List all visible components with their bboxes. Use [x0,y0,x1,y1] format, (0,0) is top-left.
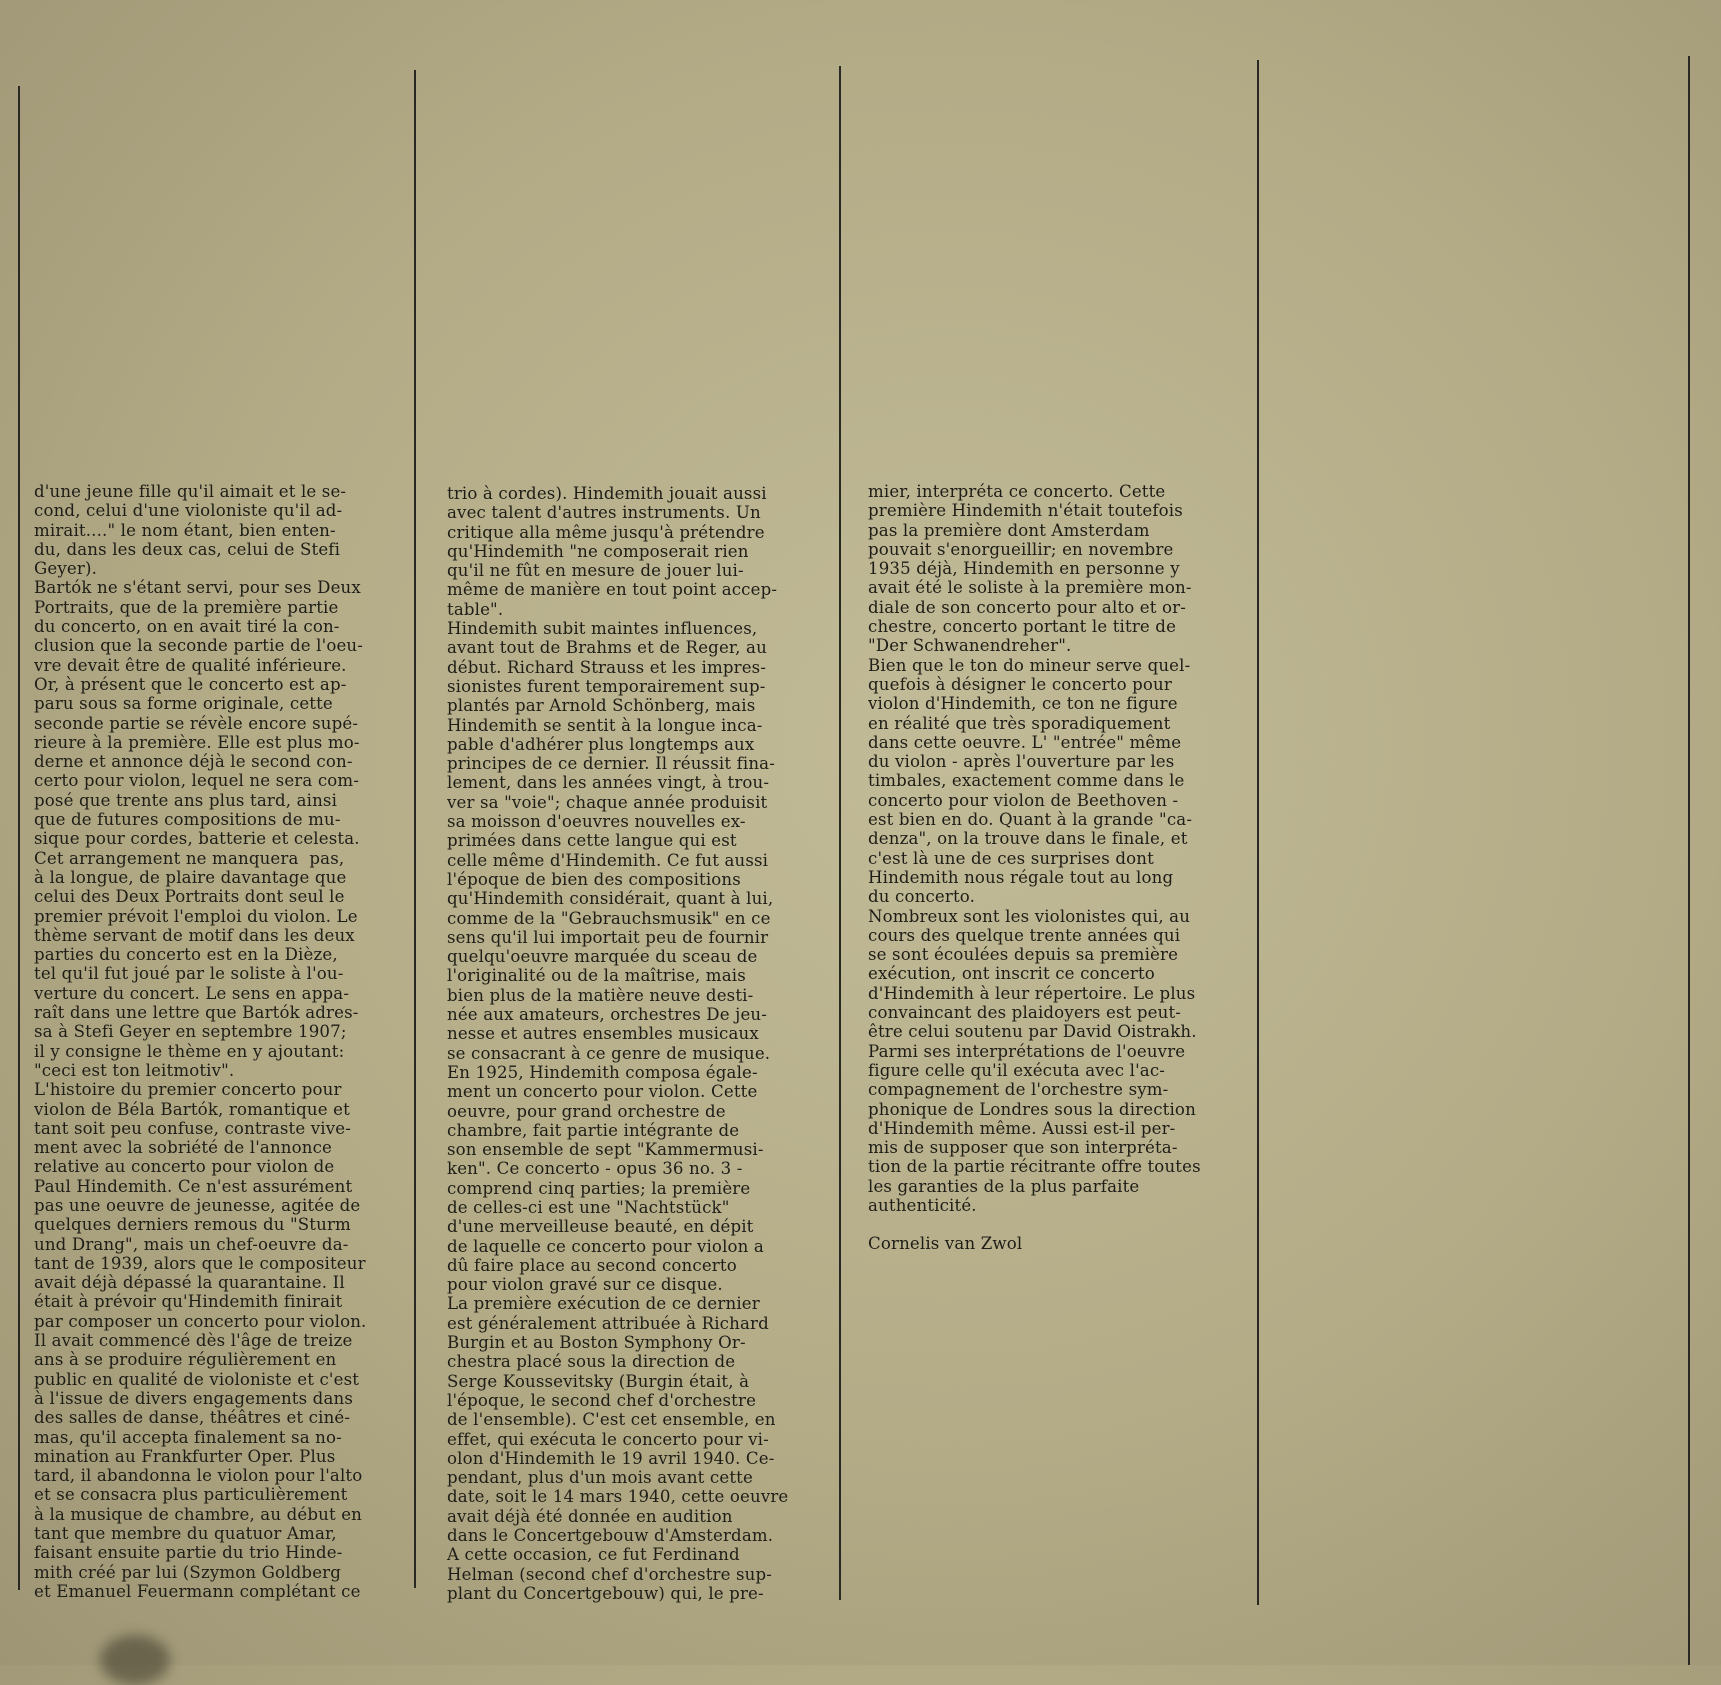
text-line: de laquelle ce concerto pour violon a [447,1236,764,1256]
text-column-2 [447,484,807,1603]
text-column-1 [34,482,394,1601]
text-line: du, dans les deux cas, celui de Stefi [34,539,341,559]
text-line: quelqu'oeuvre marquée du sceau de [447,947,758,967]
text-line: Or, à présent que le concerto est ap- [34,674,347,694]
column-rule-5 [1688,56,1690,1665]
text-line: Portraits, que de la première partie [34,597,339,617]
text-line: sens qu'il lui importait peu de fournir [447,927,769,947]
text-line: et Emanuel Feuermann complétant ce [34,1581,361,1601]
text-line: Hindemith nous régale tout au long [868,867,1174,887]
text-line: ment un concerto pour violon. Cette [447,1082,758,1102]
text-line: début. Richard Strauss et les impres- [447,657,767,677]
text-line: il y consigne le thème en y ajoutant: [34,1041,345,1061]
text-line: relative au concerto pour violon de [34,1157,335,1177]
text-line: qu'il ne fût en mesure de jouer lui- [447,561,744,581]
text-line: table". [447,599,504,619]
text-line: L'histoire du premier concerto pour [34,1080,342,1100]
text-line: mirait...." le nom étant, bien enten- [34,520,336,540]
text-line: public en qualité de violoniste et c'est [34,1369,360,1389]
text-line: Cet arrangement ne manquera pas, [34,848,345,868]
text-line: pendant, plus d'un mois avant cette [447,1468,753,1488]
text-line: quefois à désigner le concerto pour [868,674,1172,694]
text-line: mier, interpréta ce concerto. Cette [868,482,1166,501]
text-line: sa à Stefi Geyer en septembre 1907; [34,1022,347,1042]
text-line: tel qu'il fut joué par le soliste à l'ou- [34,964,344,984]
text-line: se consacrant à ce genre de musique. [447,1043,771,1063]
text-line: plant du Concertgebouw) qui, le pre- [447,1583,764,1603]
text-line: celui des Deux Portraits dont seul le [34,887,345,907]
text-line: "Der Schwanendreher". [868,636,1072,656]
text-line: Hindemith subit maintes influences, [447,619,758,639]
text-line: pouvait s'enorgueillir; en novembre [868,539,1174,559]
text-line: même de manière en tout point accep- [447,580,778,600]
text-line: mis de supposer que son interpréta- [868,1138,1178,1158]
text-line: clusion que la seconde partie de l'oeu- [34,636,364,656]
text-line: effet, qui exécuta le concerto pour vi- [447,1429,769,1449]
text-line: avant tout de Brahms et de Reger, au [447,638,767,658]
text-line: Serge Koussevitsky (Burgin était, à [447,1371,750,1391]
text-line: est généralement attribuée à Richard [447,1313,769,1333]
text-line: chambre, fait partie intégrante de [447,1120,740,1140]
text-line: qu'Hindemith considérait, quant à lui, [447,889,774,909]
column-rule-2 [414,70,416,1588]
text-line: chestre, concerto portant le titre de [868,617,1177,637]
text-line: timbales, exactement comme dans le [868,771,1185,791]
text-line: A cette occasion, ce fut Ferdinand [447,1545,740,1565]
text-line: mith créé par lui (Szymon Goldberg [34,1562,342,1582]
shadow-blot [100,1635,170,1685]
text-line: violon d'Hindemith, ce ton ne figure [868,694,1178,714]
text-line: celle même d'Hindemith. Ce fut aussi [447,850,769,870]
text-line: d'une jeune fille qu'il aimait et le se- [34,482,347,501]
text-line: certo pour violon, lequel ne sera com- [34,771,360,791]
text-line: "ceci est ton leitmotiv". [34,1060,235,1080]
text-line: l'originalité ou de la maîtrise, mais [447,966,746,986]
text-line: En 1925, Hindemith composa égale- [447,1062,758,1082]
text-line: d'Hindemith même. Aussi est-il per- [868,1118,1176,1138]
text-line: Il avait commencé dès l'âge de treize [34,1331,353,1351]
text-line: ken". Ce concerto - opus 36 no. 3 - [447,1159,743,1179]
text-line: pable d'adhérer plus longtemps aux [447,734,755,754]
text-line: Geyer). [34,559,98,579]
text-line: posé que trente ans plus tard, ainsi [34,790,338,810]
text-line: Parmi ses interprétations de l'oeuvre [868,1041,1186,1061]
text-line: à la musique de chambre, au début en [34,1504,362,1524]
text-column-3 [868,482,1238,1254]
text-line: est bien en do. Quant à la grande "ca- [868,810,1193,830]
column-rule-1 [18,86,20,1590]
text-line: du concerto. [868,887,976,907]
text-line: Hindemith se sentit à la longue inca- [447,715,763,735]
text-line: Helman (second chef d'orchestre sup- [447,1564,773,1584]
text-line: par composer un concerto pour violon. [34,1311,367,1331]
text-line: plantés par Arnold Schönberg, mais [447,696,756,716]
text-line: et se consacra plus particulièrement [34,1485,348,1505]
text-line: tion de la partie récitrante offre toutes [868,1157,1201,1177]
text-line: oeuvre, pour grand orchestre de [447,1101,726,1121]
text-line: compagnement de l'orchestre sym- [868,1080,1169,1100]
text-line: critique alla même jusqu'à prétendre [447,522,765,542]
text-line: tant que membre du quatuor Amar, [34,1524,337,1544]
text-line: 1935 déjà, Hindemith en personne y [868,559,1180,579]
text-line: à l'issue de divers engagements dans [34,1388,354,1408]
text-line: Nombreux sont les violonistes qui, au [868,906,1191,926]
author-signature: Cornelis van Zwol [868,1234,1023,1254]
text-line: dans cette oeuvre. L' "entrée" même [868,732,1182,752]
text-line: parties du concerto est en la Dièze, [34,945,338,965]
text-line: faisant ensuite partie du trio Hinde- [34,1543,343,1563]
text-line: dans le Concertgebouw d'Amsterdam. [447,1526,774,1546]
column-rule-3 [839,66,841,1600]
text-line: nesse et autres ensembles musicaux [447,1024,759,1044]
text-line: c'est là une de ces surprises dont [868,848,1154,868]
text-line: comme de la "Gebrauchsmusik" en ce [447,908,771,928]
text-line: à la longue, de plaire davantage que [34,867,347,887]
text-line: son ensemble de sept "Kammermusi- [447,1140,764,1160]
text-line: du violon - après l'ouverture par les [868,752,1175,772]
text-line: Bien que le ton do mineur serve quel- [868,655,1191,675]
text-line: sa moisson d'oeuvres nouvelles ex- [447,812,746,832]
text-line: Burgin et au Boston Symphony Or- [447,1333,746,1353]
text-line: denza", on la trouve dans le finale, et [868,829,1188,849]
text-line: l'époque de bien des compositions [447,869,741,889]
text-line: cond, celui d'une violoniste qu'il ad- [34,501,343,521]
text-line: derne et annonce déjà le second con- [34,752,353,772]
text-line: première Hindemith n'était toutefois [868,501,1183,521]
text-line: ans à se produire régulièrement en [34,1350,337,1370]
text-line: date, soit le 14 mars 1940, cette oeuvre [447,1487,789,1507]
text-line: tant soit peu confuse, contraste vive- [34,1118,351,1138]
text-line: diale de son concerto pour alto et or- [868,597,1186,617]
text-line: comprend cinq parties; la première [447,1178,751,1198]
text-line: dû faire place au second concerto [447,1255,737,1275]
text-line: d'une merveilleuse beauté, en dépit [447,1217,754,1237]
text-line: und Drang", mais un chef-oeuvre da- [34,1234,349,1254]
text-line: La première exécution de ce dernier [447,1294,760,1314]
text-line: sique pour cordes, batterie et celesta. [34,829,360,849]
text-line: thème servant de motif dans les deux [34,925,355,945]
text-line: d'Hindemith à leur répertoire. Le plus [868,983,1196,1003]
text-line: en réalité que très sporadiquement [868,713,1171,733]
text-line: olon d'Hindemith le 19 avril 1940. Ce- [447,1448,775,1468]
text-line: rieure à la première. Elle est plus mo- [34,732,360,752]
text-line: mas, qu'il accepta finalement sa no- [34,1427,342,1447]
text-line: pas la première dont Amsterdam [868,520,1150,540]
text-line: quelques derniers remous du "Sturm [34,1215,351,1235]
text-line: avait déjà dépassé la quarantaine. Il [34,1273,345,1293]
text-line: principes de ce dernier. Il réussit fina- [447,754,775,774]
text-line: concerto pour violon de Beethoven - [868,790,1179,810]
text-line: seconde partie se révèle encore supé- [34,713,359,733]
text-line: les garanties de la plus parfaite [868,1176,1140,1196]
text-line: du concerto, on en avait tiré la con- [34,617,340,637]
text-line: authenticité. [868,1195,977,1215]
text-line: exécution, ont inscrit ce concerto [868,964,1155,984]
column-rule-4 [1257,60,1259,1605]
text-line: primées dans cette langue qui est [447,831,737,851]
text-line: était à prévoir qu'Hindemith finirait [34,1292,343,1312]
text-line: vre devait être de qualité inférieure. [34,655,347,675]
text-line: phonique de Londres sous la direction [868,1099,1196,1119]
text-line: qu'Hindemith "ne composerait rien [447,541,749,561]
text-line: des salles de danse, théâtres et ciné- [34,1408,351,1428]
text-line: de celles-ci est une "Nachtstück" [447,1197,730,1217]
text-line: ver sa "voie"; chaque année produisit [447,792,768,812]
text-line: née aux amateurs, orchestres De jeu- [447,1005,768,1025]
text-line: être celui soutenu par David Oistrakh. [868,1022,1197,1042]
text-line: tard, il abandonna le violon pour l'alto [34,1466,363,1486]
text-line: tant de 1939, alors que le compositeur [34,1253,366,1273]
text-line: mination au Frankfurter Oper. Plus [34,1446,336,1466]
text-line: bien plus de la matière neuve desti- [447,985,754,1005]
text-line: sionistes furent temporairement sup- [447,676,766,696]
text-line: l'époque, le second chef d'orchestre [447,1390,757,1410]
text-line: avec talent d'autres instruments. Un [447,503,761,523]
text-line: premier prévoit l'emploi du violon. Le [34,906,358,926]
text-line: de l'ensemble). C'est cet ensemble, en [447,1410,776,1430]
text-line: raît dans une lettre que Bartók adres- [34,1003,359,1023]
text-line: pour violon gravé sur ce disque. [447,1275,723,1295]
text-line: avait été le soliste à la première mon- [868,578,1192,598]
text-line: lement, dans les années vingt, à trou- [447,773,770,793]
text-line: cours des quelque trente années qui [868,925,1181,945]
text-line: paru sous sa forme originale, cette [34,694,333,714]
text-line: que de futures compositions de mu- [34,810,341,830]
text-line: se sont écoulées depuis sa première [868,945,1179,965]
text-line: Bartók ne s'étant servi, pour ses Deux [34,578,361,598]
text-line: violon de Béla Bartók, romantique et [34,1099,350,1119]
text-line: trio à cordes). Hindemith jouait aussi [447,484,767,503]
text-line: Paul Hindemith. Ce n'est assurément [34,1176,353,1196]
text-line: chestra placé sous la direction de [447,1352,736,1372]
text-line: convaincant des plaidoyers est peut- [868,1003,1182,1023]
text-line: pas une oeuvre de jeunesse, agitée de [34,1195,361,1215]
text-line: figure celle qu'il exécuta avec l'ac- [868,1060,1166,1080]
text-line: avait déjà été donnée en audition [447,1506,733,1526]
text-line: verture du concert. Le sens en appa- [34,983,350,1003]
text-line: ment avec la sobriété de l'annonce [34,1138,333,1158]
